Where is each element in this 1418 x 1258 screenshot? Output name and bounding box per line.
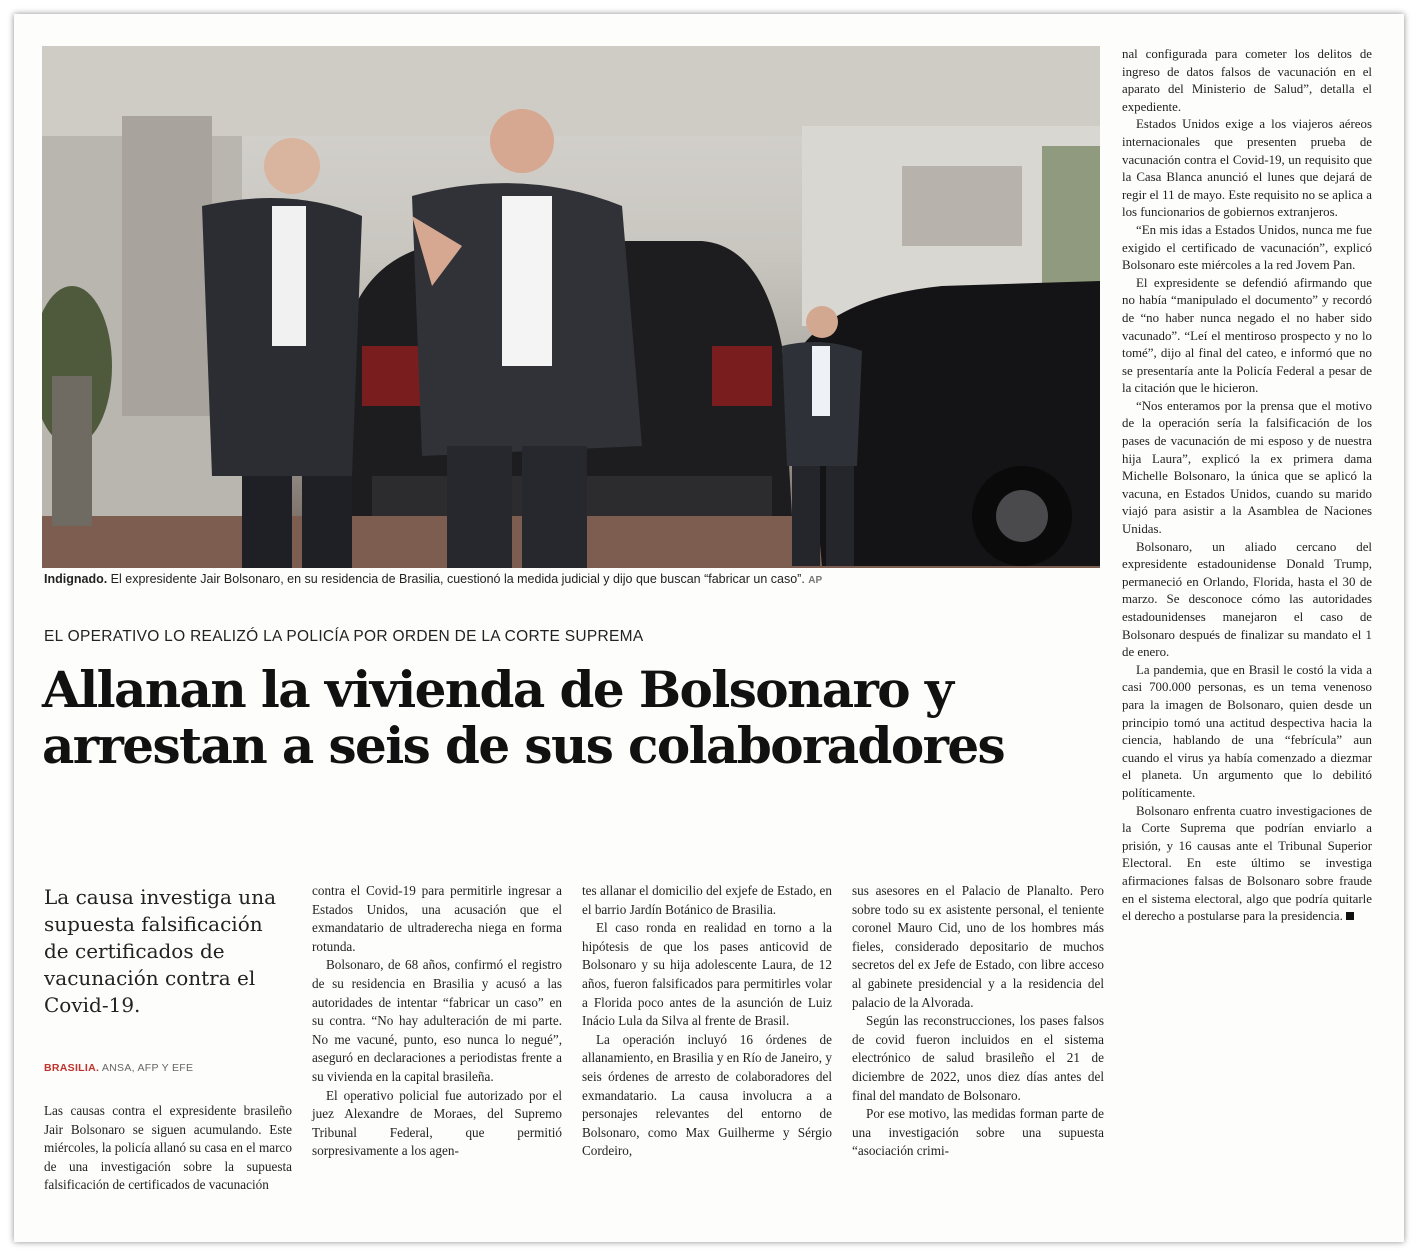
article-paragraph: Bolsonaro, de 68 años, confirmó el registro de su residencia en Brasilia y acusó a las autoridades de intentar “fabricar un caso” en su contra. “No hay adulteración de mi parte. No me vacuné, punto, eso nunca lo negué”, aseguró en declaraciones a periodistas frente a su vivienda en la capital brasileña. [312, 957, 562, 1084]
article-text: Bolsonaro enfrenta cuatro investigaciones de la Corte Suprema que podrían enviarlo a prisión, y 16 causas ante el Tribunal Superior Electoral. En este último se investiga afirmaciones falsas de Bolsonaro sobre fraude en el sistema electoral, algo que podría quitarle el derecho a postularse para la presidencia. [1122, 803, 1372, 924]
article-column-3 [582, 882, 832, 1161]
article-paragraph: tes allanar el domicilio del exjefe de Estado, en el barrio Jardín Botánico de Brasilia. [582, 883, 832, 917]
article-paragraph: El expresidente se defendió afirmando que no había “manipulado el documento” y recordó de “no haber nunca negado el no haber sido vacunado”. “Leí el mentiroso prospecto y no lo tomé”, dijo al final del cateo, e informó que no se presentaría ante la Policía Federal a pesar de la citación que le hicieron. [1122, 275, 1372, 396]
deck-subhead: La causa investiga una supuesta falsificación de certificados de vacunación contra el Covid-19. [44, 885, 276, 1017]
byline-agencies: ANSA, AFP Y EFE [101, 1062, 194, 1074]
article-paragraph: La operación incluyó 16 órdenes de allanamiento, en Brasilia y en Río de Janeiro, y seis órdenes de arresto de colaboradores del exmandatario. La causa involucra a a personajes relevantes del entorno de Bolsonaro, como Max Guilherme y Sérgio Cordeiro, [582, 1031, 832, 1159]
article-paragraph: “En mis idas a Estados Unidos, nunca me fue exigido el certificado de vacunación”, explicó Bolsonaro este miércoles a la red Jovem Pan. [1122, 222, 1372, 273]
article-column-1 [44, 1102, 292, 1195]
article-column-4 [852, 882, 1104, 1161]
end-of-article-mark [1346, 912, 1354, 920]
article-paragraph: El operativo policial fue autorizado por el juez Alexandre de Moraes, del Supremo Tribunal Federal, que permitió sorpresivamente a los agen- [312, 1087, 562, 1159]
news-photo [42, 46, 1100, 568]
article-paragraph: Bolsonaro, un aliado cercano del expresidente estadounidense Donald Trump, permaneció en Orlando, Florida, hasta el 30 de marzo. Se desconoce cómo las autoridades estadounidenses manejaron el caso de Bolsonaro después de finalizar su mandato el 1 de enero. [1122, 539, 1372, 660]
photo-credit: AP [808, 575, 823, 586]
article-paragraph: Las causas contra el expresidente brasileño Jair Bolsonaro se siguen acumulando. Este miércoles, la policía allanó su casa en el marco de una investigación sobre la supuesta falsificación de certificados de vacunación [44, 1103, 292, 1193]
article-paragraph: nal configurada para cometer los delitos de ingreso de datos falsos de vacunación en el aparato del Ministerio de Salud”, detalla el expediente. [1122, 47, 1372, 114]
article-paragraph: sus asesores en el Palacio de Planalto. Pero sobre todo su ex asistente personal, el teniente coronel Mauro Cid, uno de los hombres más fieles, considerado depositario de muchos secretos del ex Jefe de Estado, con libre acceso al gabinete presidencial y a la residencia del palacio de la Alvorada. [852, 883, 1104, 1010]
article-paragraph: El caso ronda en realidad en torno a la hipótesis de que los pases anticovid de Bolsonaro y su hija adolescente Laura, de 12 años, fueron falsificados para permitirles volar a Florida poco antes de la asunción de Luiz Inácio Lula da Silva al frente de Brasil. [582, 920, 832, 1029]
photo-caption [44, 572, 1104, 586]
article-paragraph: Según las reconstrucciones, los pases falsos de covid fueron incluidos en el sistema electrónico de salud brasileño el 21 de diciembre de 2022, unos diez días antes del final del mandato de Bolsonaro. [852, 1013, 1104, 1103]
caption-text: El expresidente Jair Bolsonaro, en su residencia de Brasilia, cuestionó la medida judicial y dijo que buscan “fabricar un caso”. [110, 572, 805, 586]
byline [44, 1062, 193, 1074]
article-paragraph: La pandemia, que en Brasil le costó la vida a casi 700.000 personas, es un tema venenoso para la imagen de Bolsonaro, quien desde un principio tomó una actitud despectiva hacia la ciencia, hablando de una “febrícula” aun cuando el virus ya había comenzado a diezmar el planeta. Un argumento que lo debilitó políticamente. [1122, 662, 1372, 800]
article-paragraph: Estados Unidos exige a los viajeros aéreos internacionales que presenten prueba de vacunación contra el Covid-19, un requisito que la Casa Blanca anunció el lunes que dejará de regir el 11 de mayo. Este requisito no se aplica a los funcionarios de gobiernos extranjeros. [1122, 117, 1372, 220]
byline-city: BRASILIA. [44, 1062, 100, 1074]
headline: Allanan la vivienda de Bolsonaro y arrestan a seis de sus colaboradores [42, 660, 1005, 775]
article-paragraph: Por ese motivo, las medidas forman parte de una investigación sobre una supuesta “asociación crimi- [852, 1106, 1104, 1159]
article-paragraph: “Nos enteramos por la prensa que el motivo de la operación sería la falsificación de los pases de vacunación de mi esposo y de nuestra hija Laura”, explicó la ex primera dama Michelle Bolsonaro, la única que se aplicó la vacuna, en Estados Unidos, cuando su marido viajó para asistir a la Asamblea de Naciones Unidas. [1122, 398, 1372, 537]
article-column-5 [1122, 46, 1372, 926]
article-column-2 [312, 882, 562, 1161]
article-paragraph: contra el Covid-19 para permitirle ingresar a Estados Unidos, una acusación que el exmandatario de ultraderecha niega en forma rotunda. [312, 883, 562, 954]
article-paragraph-last [1122, 803, 1372, 926]
caption-lead: Indignado. [44, 572, 108, 586]
kicker: EL OPERATIVO LO REALIZÓ LA POLICÍA POR ORDEN DE LA CORTE SUPREMA [44, 628, 644, 645]
